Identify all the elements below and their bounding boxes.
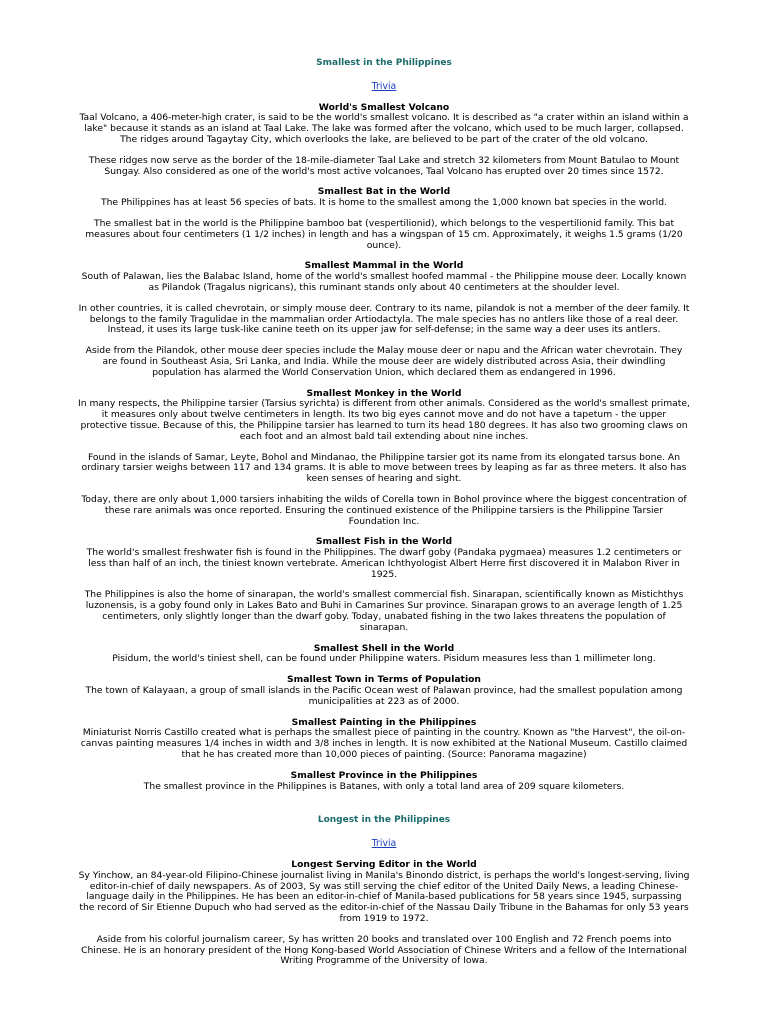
article <box>78 103 690 178</box>
article-paragraph: Aside from the Pilandok, other mouse deer species include the Malay mouse deer or napu and the African water chevrotain. They are found in Southeast Asia, Sri Lanka, and India. While the mouse deer are widely distributed across Asia, their dwindling population has alarmed the World Conservation Union, which declared them as endangered in 1996. <box>85 345 683 378</box>
article-heading: Longest Serving Editor in the World <box>291 859 477 871</box>
article <box>78 771 690 793</box>
article-paragraph: Found in the islands of Samar, Leyte, Bohol and Mindanao, the Philippine tarsier got its name from its elongated tarsus bone. An ordinary tarsier weighs between 117 and 134 grams. It is able to move between trees by leaping as far as three meters. It also has keen senses of hearing and sight. <box>81 451 687 485</box>
article-paragraph: The smallest bat in the world is the Philippine bamboo bat (vespertilionid), which belongs to the vespertilionid family. This bat measures about four centimeters (1 1/2 inches) in length and has a wingspan of 15 cm. Approximately, it weighs 1.5 grams (1/20 ounce). <box>85 217 683 251</box>
article-paragraph: Sy Yinchow, an 84-year-old Filipino-Chinese journalist living in Manila's Binondo district, is perhaps the world's longest-serving, living editor-in-chief of daily newspapers. As of 2003, Sy was still serving the chief editor of the United Daily News, a leading Chinese-language daily in the Philippines. He has been an editor-in-chief of Manila-based publications for 58 years since 1945, surpassing the record of Sir Etienne Dupuch who had served as the editor-in-chief of the Nassau Daily Tribune in the Bahamas for only 53 years from 1919 to 1972. <box>78 869 690 925</box>
section-title: Longest in the Philippines <box>317 815 451 826</box>
document-page <box>78 58 690 977</box>
article-heading: Smallest Province in the Philippines <box>290 769 478 781</box>
section <box>78 815 690 967</box>
article <box>78 261 690 378</box>
article-paragraph: In many respects, the Philippine tarsier (Tarsius syrichta) is different from other animals. Considered as the world's smallest primate, it measures only about twelve centimeters in length. Its two big eyes cannot move and do not have a tapetum - the upper protective tissue. Because of this, the Philippine tarsier has learned to turn its head 180 degrees. It has also two grooming claws on each foot and an almost bald tail extending about nine inches. <box>78 398 690 442</box>
article-paragraph: South of Palawan, lies the Balabac Island, home of the world's smallest hoofed mammal - the Philippine mouse deer. Locally known as Pilandok (Tragalus nigricans), this ruminant stands only about 40 centimeters at the shoulder level. <box>81 271 687 293</box>
article-heading: World's Smallest Volcano <box>318 101 450 113</box>
section-gap <box>78 802 690 815</box>
article-paragraph: Taal Volcano, a 406-meter-high crater, is said to be the world's smallest volcano. It is described as "a crater within an island within a lake" because it stands as an island at Taal Lake. The lake was formed after the volcano, which used to be much larger, collapsed. The ridges around Tagaytay City, which overlooks the lake, are believed to be part of the crater of the old volcano. <box>79 112 689 145</box>
article-paragraph: The Philippines is also the home of sinarapan, the world's smallest commercial fish. Sinarapan, scientifically known as Mistichthys luzonensis, is a goby found only in Lakes Bato and Buhi in Camarines Sur province. Sinarapan grows to an average length of 1.25 centimeters, only slightly longer than the dwarf goby. Today, unabated fishing in the two lakes threatens the population of sinarapan. <box>84 589 684 633</box>
article-heading: Smallest Mammal in the World <box>304 260 464 272</box>
article-paragraph: Aside from his colorful journalism career, Sy has written 20 books and translated over 100 English and 72 French poems into Chinese. He is an honorary president of the Hong Kong-based World Association of Chinese Writers and a fellow of the International Writing Programme of the University of Iowa. <box>81 933 687 967</box>
article <box>78 718 690 761</box>
section <box>78 58 690 792</box>
article <box>78 187 690 251</box>
article-paragraph: Today, there are only about 1,000 tarsiers inhabiting the wilds of Corella town in Bohol province where the biggest concentration of these rare animals was once reported. Ensuring the continued existence of the Philippine tarsiers is the Philippine Tarsier Foundation Inc. <box>81 493 687 527</box>
article-paragraph: The world's smallest freshwater fish is found in the Philippines. The dwarf goby (Pandaka pygmaea) measures 1.2 centimeters or less than half of an inch, the tiniest known vertebrate. American Ichthyologist Albert Herre first discovered it in Malabon River in 1925. <box>86 547 682 580</box>
article-heading: Smallest Shell in the World <box>313 642 455 654</box>
trivia-link[interactable]: Trivia <box>371 80 397 92</box>
article-paragraph: Pisidum, the world's tiniest shell, can be found under Philippine waters. Pisidum measures less than 1 millimeter long. <box>112 653 656 665</box>
article-heading: Smallest Fish in the World <box>315 536 453 548</box>
section-title: Smallest in the Philippines <box>316 58 452 68</box>
article <box>78 389 690 528</box>
article-heading: Smallest Monkey in the World <box>306 387 462 399</box>
article-paragraph: The Philippines has at least 56 species of bats. It is home to the smallest among the 1,000 known bat species in the world. <box>101 197 667 209</box>
article <box>78 675 690 707</box>
article-heading: Smallest Painting in the Philippines <box>291 716 477 728</box>
article <box>78 537 690 633</box>
article-paragraph: The town of Kalayaan, a group of small islands in the Pacific Ocean west of Palawan province, had the smallest population among municipalities at 223 as of 2000. <box>85 685 683 707</box>
article <box>78 644 690 666</box>
article-paragraph: The smallest province in the Philippines is Batanes, with only a total land area of 209 square kilometers. <box>143 780 625 792</box>
article-heading: Smallest Town in Terms of Population <box>287 674 481 686</box>
article-heading: Smallest Bat in the World <box>317 186 451 198</box>
article <box>78 860 690 967</box>
article-paragraph: In other countries, it is called chevrotain, or simply mouse deer. Contrary to its name, pilandok is not a member of the deer family. It belongs to the family Tragulidae in the mammalian order Artiodactyla. The male species has no antlers like those of a real deer. Instead, it uses its large tusk-like canine teeth on its upper jaw for self-defense; in the same way a deer uses its antlers. <box>78 302 690 336</box>
trivia-link[interactable]: Trivia <box>371 838 397 850</box>
article-paragraph: Miniaturist Norris Castillo created what is perhaps the smallest piece of painting in the country. Known as "the Harvest", the oil-on-canvas painting measures 1/4 inches in width and 3/8 inches in length. It is now exhibited at the National Museum. Castillo claimed that he has created more than 10,000 pieces of painting. (Source: Panorama magazine) <box>80 727 688 761</box>
article-paragraph: These ridges now serve as the border of the 18-mile-diameter Taal Lake and stretch 32 kilometers from Mount Batulao to Mount Sungay. Also considered as one of the world's most active volcanoes, Taal Volcano has erupted over 20 times since 1572. <box>88 154 680 177</box>
